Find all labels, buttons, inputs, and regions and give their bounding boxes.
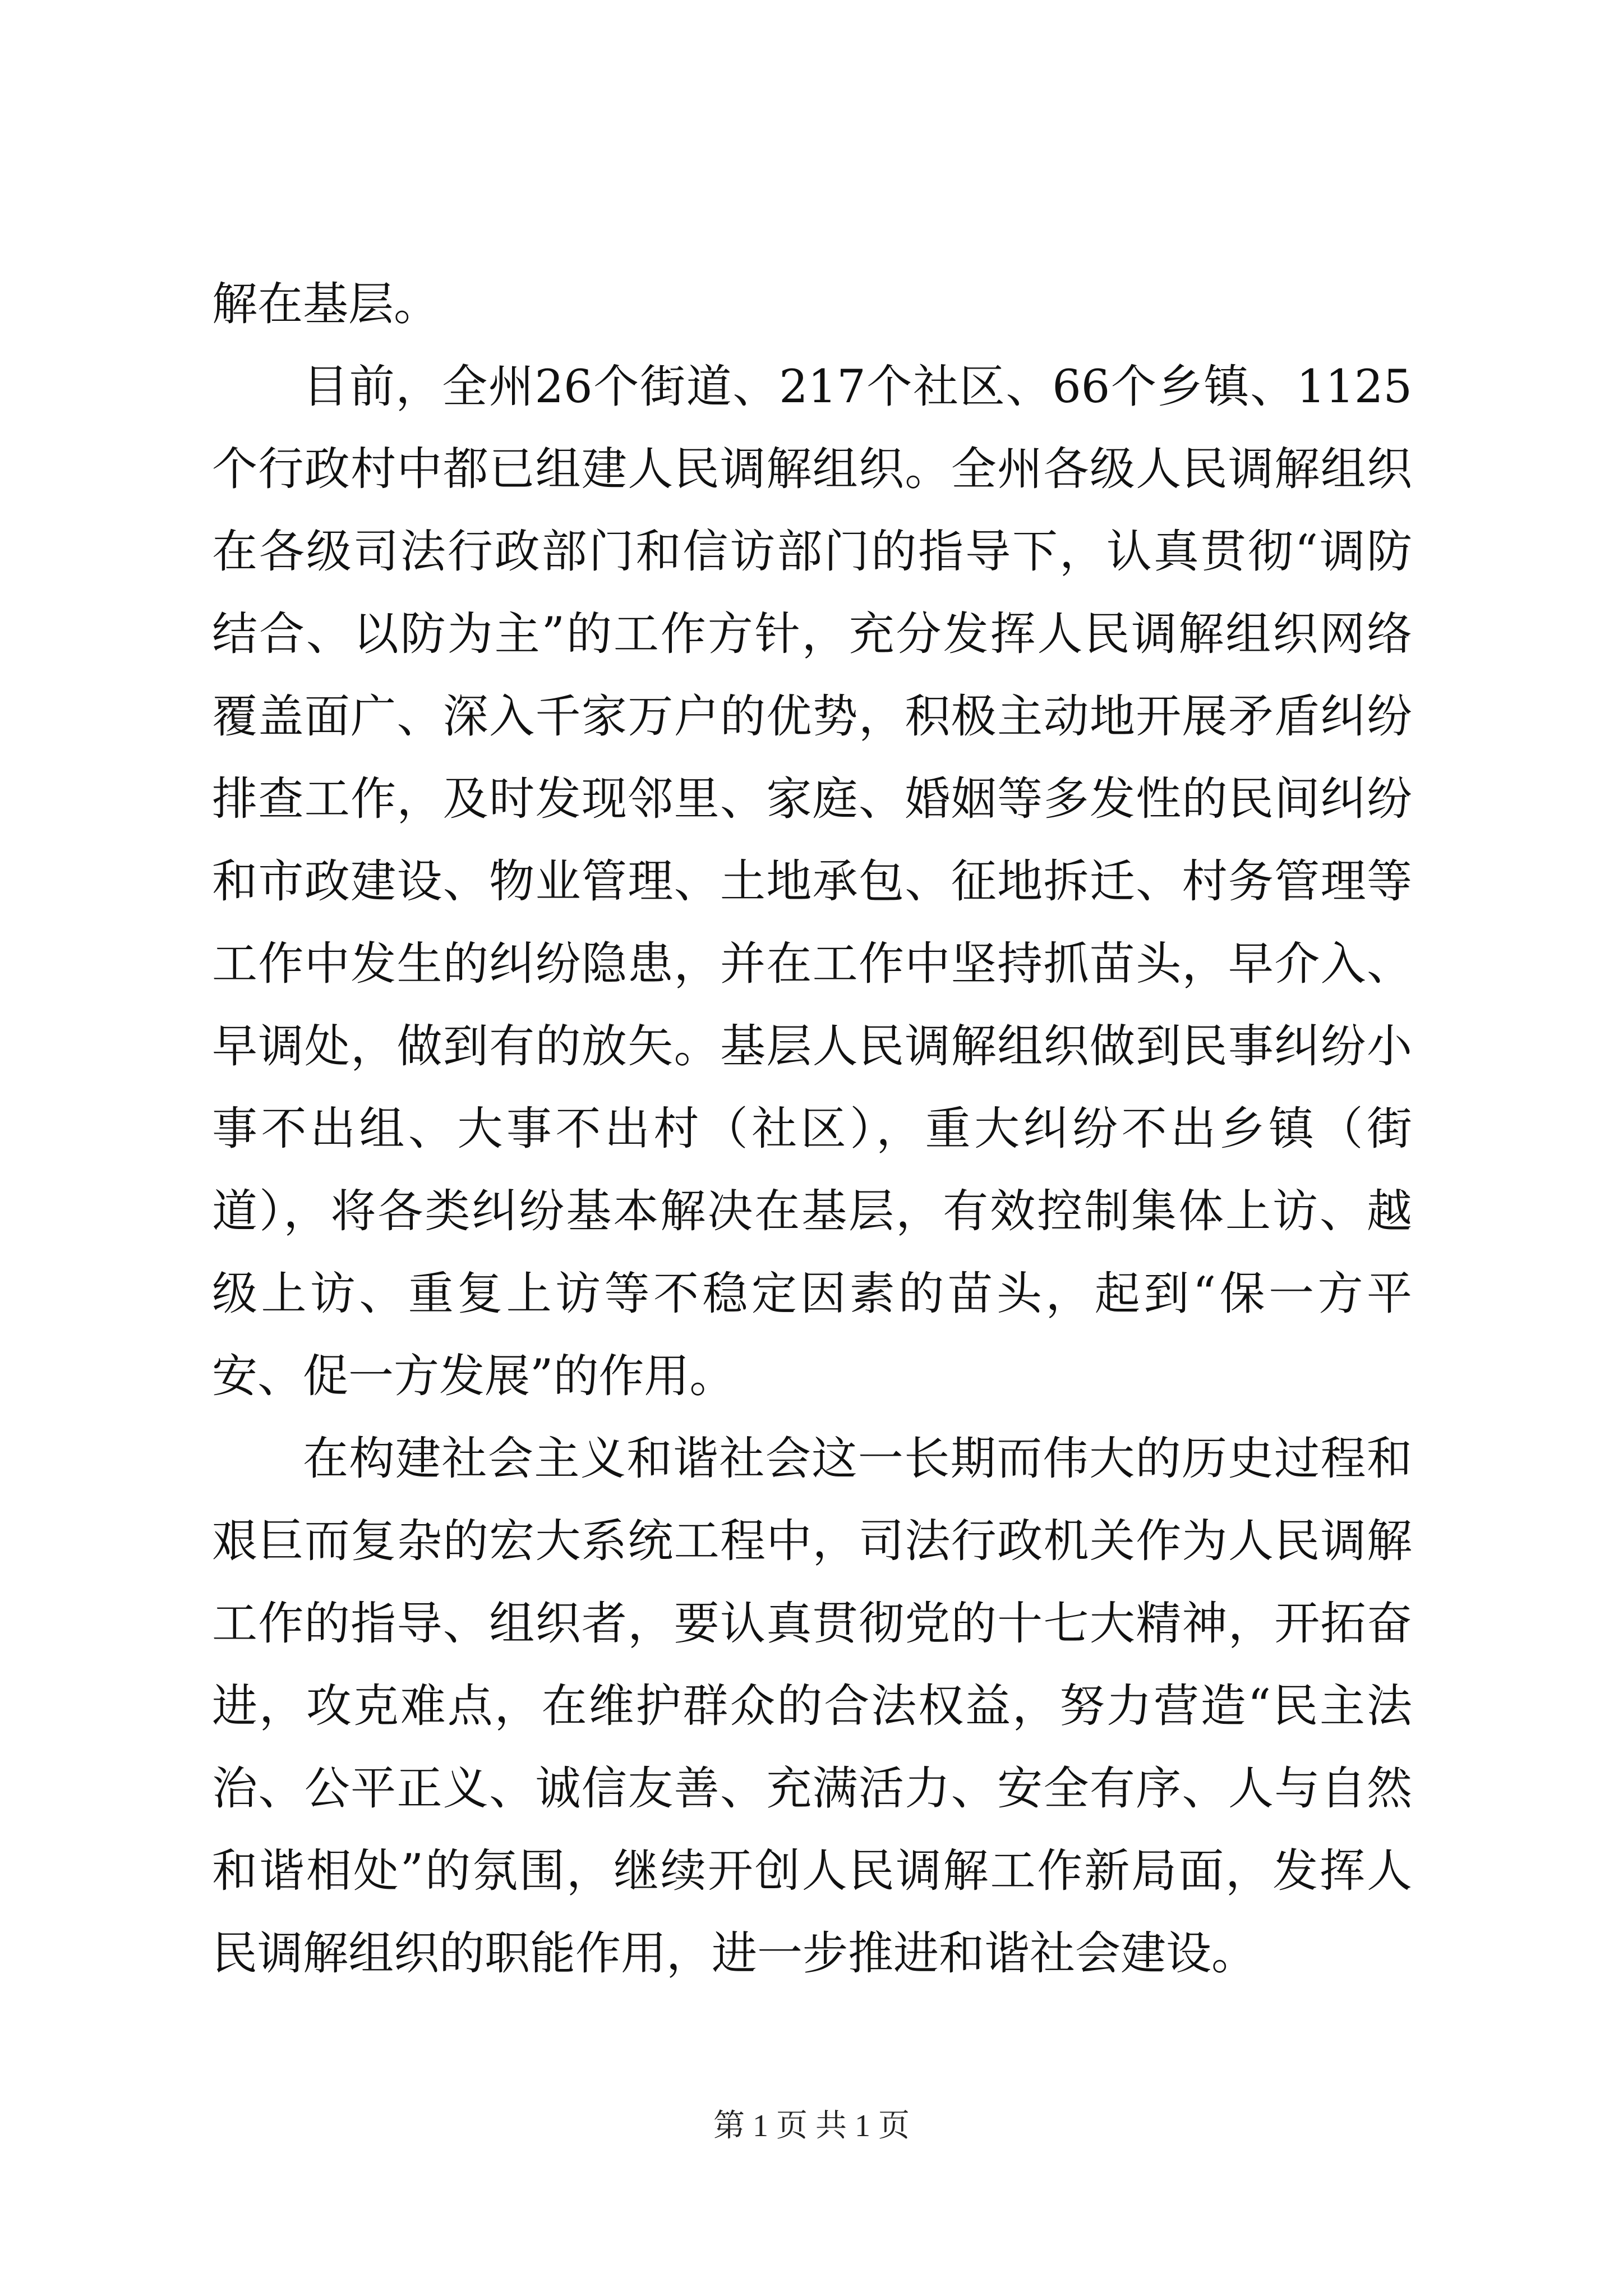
paragraph-mediation-organizations: 目前，全州26个街道、217个社区、66个乡镇、1125个行政村中都已组建人民调解组织。全州各级人民调解组织在各级司法行政部门和信访部门的指导下，认真贯彻“调防结合、以防为主”的工作方针，充分发挥人民调解组织网络覆盖面广、深入千家万户的优势，积极主动地开展矛盾纠纷排查工作，及时发现邻里、家庭、婚姻等多发性的民间纠纷和市政建设、物业管理、土地承包、征地拆迁、村务管理等工作中发生的纠纷隐患，并在工作中坚持抓苗头，早介入、早调处，做到有的放矢。基层人民调解组织做到民事纠纷小事不出组、大事不出村（社区），重大纠纷不出乡镇（街道），将各类纠纷基本解决在基层，有效控制集体上访、越级上访、重复上访等不稳定因素的苗头，起到“保一方平安、促一方发展”的作用。 [212, 361, 1412, 1403]
document-body [212, 264, 1412, 1995]
page-number-label: 第 1 页 共 1 页 [713, 2109, 910, 2143]
paragraph-harmonious-society: 在构建社会主义和谐社会这一长期而伟大的历史过程和艰巨而复杂的宏大系统工程中，司法行政机关作为人民调解工作的指导、组织者，要认真贯彻党的十七大精神，开拓奋进，攻克难点，在维护群众的合法权益，努力营造“民主法治、公平正义、诚信友善、充满活力、安全有序、人与自然和谐相处”的氛围，继续开创人民调解工作新局面，发挥人民调解组织的职能作用，进一步推进和谐社会建设。 [212, 1433, 1412, 1980]
page-footer [0, 2106, 1623, 2146]
paragraph-continuation: 解在基层。 [212, 278, 440, 331]
